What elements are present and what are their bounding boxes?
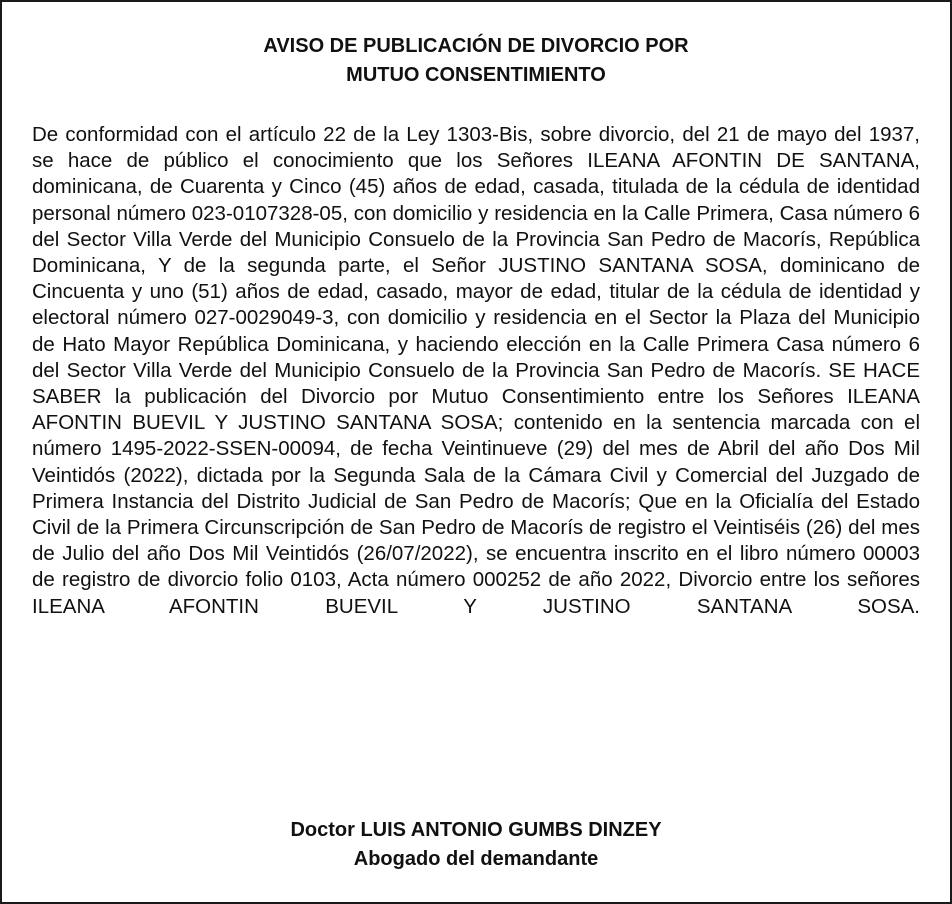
signature-block xyxy=(22,816,930,874)
notice-title xyxy=(22,32,930,90)
notice-body-paragraph: De conformidad con el artículo 22 de la Ley 1303-Bis, sobre divorcio, del 21 de mayo del 1937, se hace de público el conocimiento que los Señores ILEANA AFONTIN DE SANTANA, dominicana, de Cuarenta y Cinco (45) años de edad, casada, titulada de la cédula de identidad personal número 023-0107328-05, con domicilio y residencia en la Calle Primera, Casa número 6 del Sector Villa Verde del Municipio Consuelo de la Provincia San Pedro de Macorís, República Dominicana, Y de la segunda parte, el Señor JUSTINO SANTANA SOSA, dominicano de Cincuenta y uno (51) años de edad, casado, mayor de edad, titular de la cédula de identidad y electoral número 027-0029049-3, con domicilio y residencia en el Sector la Plaza del Municipio de Hato Mayor República Dominicana, y haciendo elección en la Calle Primera Casa número 6 del Sector Villa Verde del Municipio Consuelo de la Provincia San Pedro de Macorís. SE HACE SABER la publicación del Divorcio por Mutuo Consentimiento entre los Señores ILEANA AFONTIN BUEVIL Y JUSTINO SANTANA SOSA; contenido en la sentencia marcada con el número 1495-2022-SSEN-00094, de fecha Veintinueve (29) del mes de Abril del año Dos Mil Veintidós (2022), dictada por la Segunda Sala de la Cámara Civil y Comercial del Juzgado de Primera Instancia del Distrito Judicial de San Pedro de Macorís; Que en la Oficialía del Estado Civil de la Primera Circunscripción de San Pedro de Macorís de registro el Veintiséis (26) del mes de Julio del año Dos Mil Veintidós (26/07/2022), se encuentra inscrito en el libro número 00003 de registro de divorcio folio 0103, Acta número 000252 de año 2022, Divorcio entre los señores ILEANA AFONTIN BUEVIL Y JUSTINO SANTANA SOSA. xyxy=(32,123,920,618)
notice-title-line-2: MUTUO CONSENTIMIENTO xyxy=(346,64,606,86)
notice-title-line-1: AVISO DE PUBLICACIÓN DE DIVORCIO POR xyxy=(263,35,689,57)
signature-role: Abogado del demandante xyxy=(353,848,599,870)
notice-body xyxy=(32,122,920,620)
signature-name: Doctor LUIS ANTONIO GUMBS DINZEY xyxy=(290,819,662,841)
